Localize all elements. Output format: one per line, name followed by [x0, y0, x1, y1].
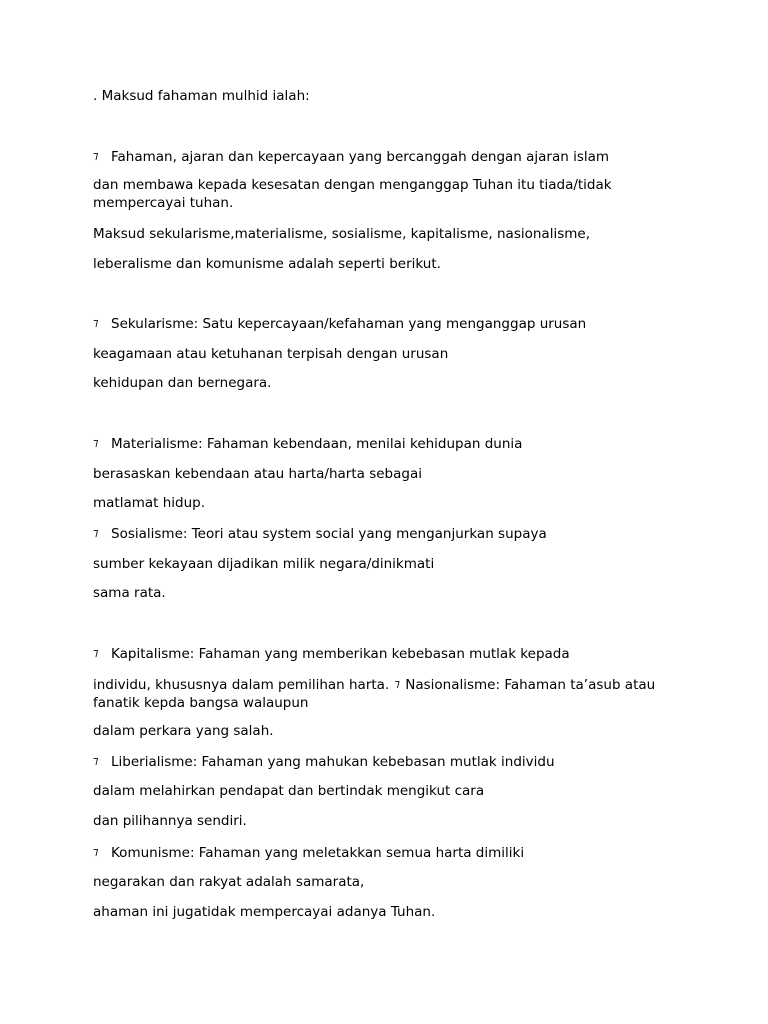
- liberialisme-line-1: [93, 752, 683, 771]
- mulhid-line-1: [93, 147, 683, 166]
- komunisme-line-1: [93, 843, 683, 862]
- sosialisme-line-2: sumber kekayaan dijadikan milik negara/dinikmati: [93, 556, 435, 572]
- liberialisme-text-1: Liberialisme: Fahaman yang mahukan kebebasan mutlak individu: [111, 754, 555, 770]
- liberialisme-line-3: dan pilihannya sendiri.: [93, 813, 247, 829]
- sekularisme-line-3: kehidupan dan bernegara.: [93, 375, 272, 391]
- materialisme-text-1: Materialisme: Fahaman kebendaan, menilai kehidupan dunia: [111, 436, 523, 452]
- bullet-marker-icon: ⁊: [93, 526, 99, 539]
- nasionalisme-text: Nasionalisme: Fahaman ta’asub atau fanatik kepda bangsa walaupun: [93, 677, 656, 711]
- kapitalisme-line-2: [93, 675, 665, 712]
- nasionalisme-line-3: dalam perkara yang salah.: [93, 723, 274, 739]
- komunisme-line-3: ahaman ini jugatidak mempercayai adanya Tuhan.: [93, 904, 436, 920]
- sosialisme-text-1: Sosialisme: Teori atau system social yang menganjurkan supaya: [111, 526, 547, 542]
- bullet-marker-icon: ⁊: [93, 436, 99, 449]
- sosialisme-line-1: [93, 524, 683, 543]
- bullet-marker-icon: ⁊: [394, 677, 400, 690]
- bullet-marker-icon: ⁊: [93, 316, 99, 329]
- materialisme-line-3: matlamat hidup.: [93, 495, 206, 511]
- mulhid-text-1: Fahaman, ajaran dan kepercayaan yang bercanggah dengan ajaran islam: [111, 149, 610, 165]
- kapitalisme-text-1: Kapitalisme: Fahaman yang memberikan kebebasan mutlak kepada: [111, 646, 570, 662]
- sekularisme-line-2: keagamaan atau ketuhanan terpisah dengan urusan: [93, 346, 449, 362]
- intro-heading: . Maksud fahaman mulhid ialah:: [93, 88, 310, 104]
- bullet-marker-icon: ⁊: [93, 754, 99, 767]
- bullet-marker-icon: ⁊: [93, 149, 99, 162]
- mulhid-line-2: dan membawa kepada kesesatan dengan menganggap Tuhan itu tiada/tidak mempercayai tuhan.: [93, 177, 612, 211]
- bullet-marker-icon: ⁊: [93, 845, 99, 858]
- liberialisme-line-2: dalam melahirkan pendapat dan bertindak mengikut cara: [93, 783, 485, 799]
- bullet-marker-icon: ⁊: [93, 646, 99, 659]
- sekularisme-line-1: [93, 314, 683, 333]
- maksud-line-2: leberalisme dan komunisme adalah seperti berikut.: [93, 256, 441, 272]
- sosialisme-line-3: sama rata.: [93, 585, 166, 601]
- sekularisme-text-1: Sekularisme: Satu kepercayaan/kefahaman yang menganggap urusan: [111, 316, 587, 332]
- komunisme-line-2: negarakan dan rakyat adalah samarata,: [93, 874, 365, 890]
- kapitalisme-line-1: [93, 644, 683, 663]
- materialisme-line-1: [93, 434, 683, 453]
- kapitalisme-text-2: individu, khususnya dalam pemilihan harta.: [93, 677, 390, 693]
- komunisme-text-1: Komunisme: Fahaman yang meletakkan semua harta dimiliki: [111, 845, 525, 861]
- maksud-line-1: Maksud sekularisme,materialisme, sosialisme, kapitalisme, nasionalisme,: [93, 226, 590, 242]
- materialisme-line-2: berasaskan kebendaan atau harta/harta sebagai: [93, 466, 422, 482]
